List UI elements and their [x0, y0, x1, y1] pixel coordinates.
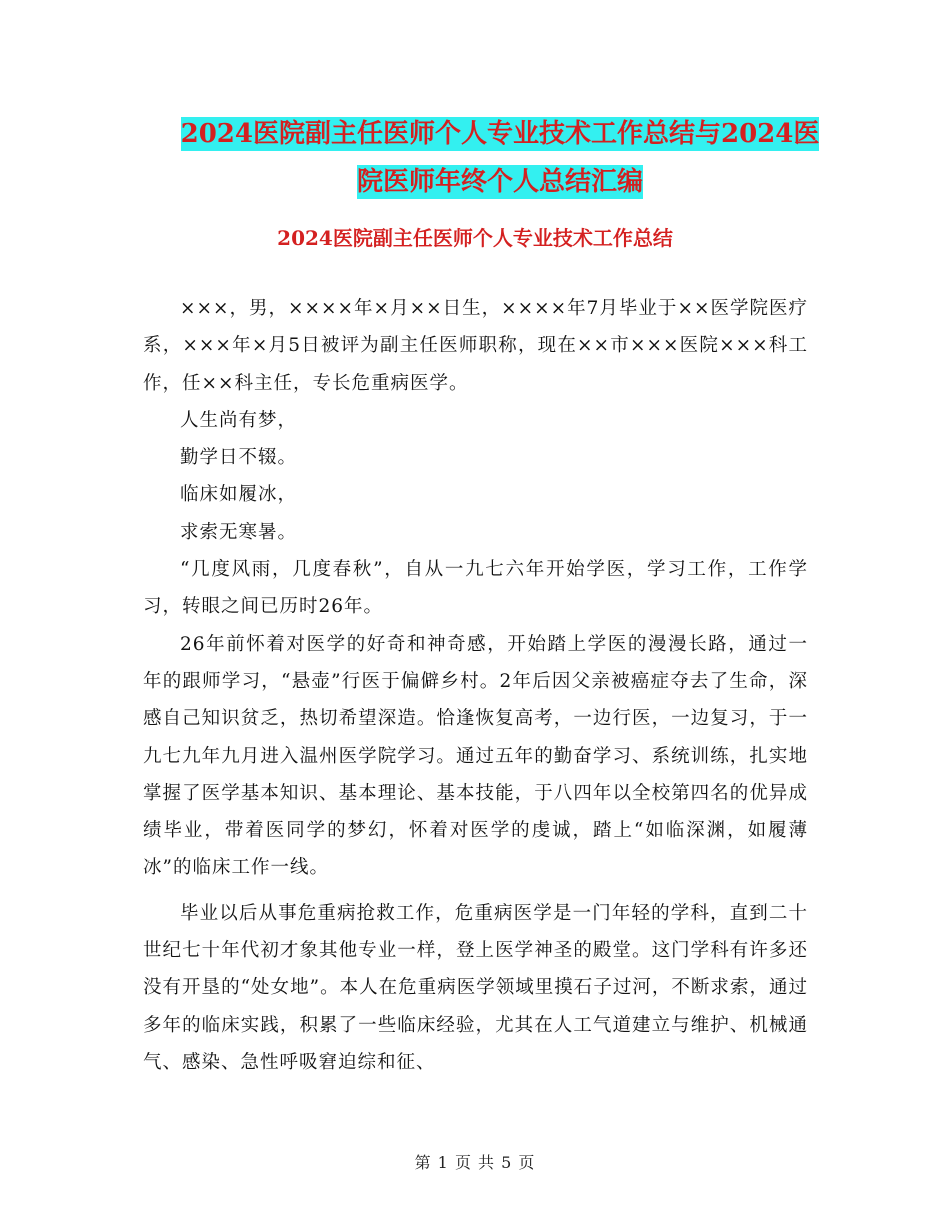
- poem-line-1: 人生尚有梦，: [180, 409, 298, 431]
- main-title-line-2: 院医师年终个人总结汇编: [356, 167, 643, 197]
- section-title: 2024医院副主任医师个人专业技术工作总结: [277, 226, 673, 250]
- paragraph-career: 毕业以后从事危重病抢救工作，危重病医学是一门年轻的学科，直到二十世纪七十年代初才象其他专业一样，登上医学神圣的殿堂。这门学科有许多还没有开垦的“处女地”。本人在危重病医学领域里摸石子过河，不断求索，通过多年的临床实践，积累了一些临床经验，尤其在人工气道建立与维护、机械通气、感染、急性呼吸窘迫综和征、: [143, 902, 808, 1073]
- paragraph-education: 26年前怀着对医学的好奇和神奇感，开始踏上学医的漫漫长路，通过一年的跟师学习，“悬壶”行医于偏僻乡村。2年后因父亲被癌症夺去了生命，深感自己知识贫乏，热切希望深造。恰逢恢复高考，一边行医，一边复习，于一九七九年九月进入温州医学院学习。通过五年的勤奋学习、系统训练，扎实地掌握了医学基本知识、基本理论、基本技能，于八四年以全校第四名的优异成绩毕业，带着医同学的梦幻，怀着对医学的虔诚，踏上“如临深渊，如履薄冰”的临床工作一线。: [143, 633, 808, 879]
- main-title-line-1: 2024医院副主任医师个人专业技术工作总结与2024医: [180, 119, 820, 149]
- poem-line-2: 勤学日不辍。: [180, 447, 298, 469]
- paragraph-history: “几度风雨，几度春秋”，自从一九七六年开始学医，学习工作，工作学习，转眼之间已历时26年。: [143, 559, 808, 618]
- document-body: [143, 290, 808, 1081]
- paragraph-intro: ×××，男，××××年×月××日生，××××年7月毕业于××医学院医疗系，×××年×月5日被评为副主任医师职称，现在××市×××医院×××科工作，任××科主任，专长危重病医学。: [143, 298, 808, 394]
- page-footer: 第 1 页 共 5 页: [414, 1153, 536, 1172]
- document-main-title: [120, 110, 880, 206]
- poem-line-4: 求索无寒暑。: [180, 521, 298, 543]
- poem-line-3: 临床如履冰，: [180, 484, 298, 506]
